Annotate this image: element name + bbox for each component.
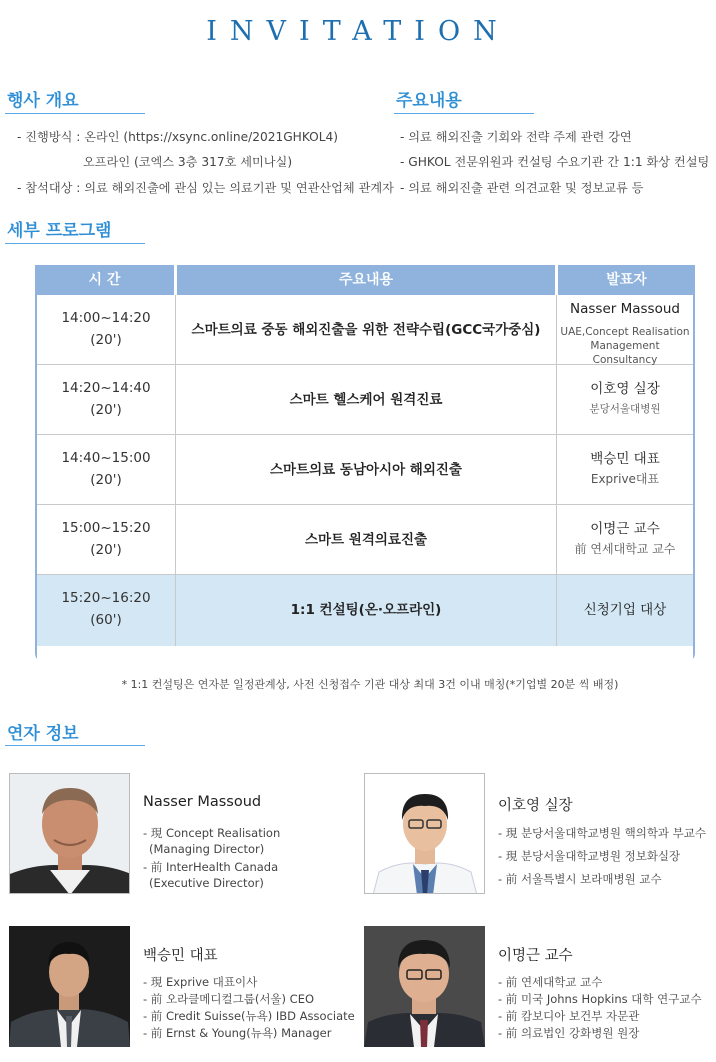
speakers-heading: 연자 정보	[7, 724, 79, 744]
program-heading: 세부 프로그램	[7, 221, 112, 241]
speaker-name: 이호영 실장	[498, 798, 573, 814]
page-title: INVITATION	[206, 16, 510, 47]
topic-cell: 스마트 원격의료진출	[304, 532, 428, 548]
speaker-detail: - 前 캄보디아 보건부 자문관	[498, 1009, 640, 1023]
speaker-detail: - 現 Concept Realisation	[143, 826, 281, 840]
speaker-name: 이명근 교수	[498, 948, 573, 964]
speaker-name: Nasser Massoud	[143, 794, 262, 810]
time-cell: 15:20~16:20 (60')	[61, 590, 151, 628]
speakers-underline	[5, 745, 145, 746]
speaker-detail: - 前 Ernst & Young(뉴욕) Manager	[143, 1026, 332, 1040]
speaker-cell: 이명근 교수 前 연세대학교 교수	[574, 521, 676, 556]
time-cell: 14:20~14:40 (20')	[61, 380, 151, 418]
overview-heading: 행사 개요	[7, 91, 79, 111]
speaker-detail: - 前 미국 Johns Hopkins 대학 연구교수	[498, 992, 702, 1006]
speaker-detail: - 現 Exprive 대표이사	[143, 975, 258, 989]
overview-offline: 오프라인 (코엑스 3층 317호 세미나실)	[83, 155, 293, 169]
column-divider	[175, 295, 176, 646]
main-content-underline	[394, 113, 534, 114]
topic-cell: 스마트 헬스케어 원격진료	[289, 392, 443, 408]
main-content-heading: 주요내용	[396, 91, 462, 111]
overview-target: - 참석대상 : 의료 해외진출에 관심 있는 의료기관 및 연관산업체 관계자	[17, 181, 394, 195]
speaker-photo-nasser	[9, 773, 130, 894]
topic-cell: 1:1 컨설팅(온·오프라인)	[290, 602, 442, 618]
overview-method: - 진행방식 : 온라인 (https://xsync.online/2021GHKOL4)	[17, 130, 339, 144]
table-row	[37, 505, 693, 575]
speaker-detail: - 前 연세대학교 교수	[498, 975, 603, 989]
program-table	[35, 265, 695, 663]
speaker-cell: Nasser Massoud UAE,Concept Realisation Management Consultancy	[560, 301, 690, 366]
main-content-item: - 의료 해외진출 기회와 전략 주제 관련 강연	[400, 130, 632, 144]
time-cell: 15:00~15:20 (20')	[61, 520, 151, 558]
program-note: * 1:1 컨설팅은 연자분 일정관계상, 사전 신청접수 기관 대상 최대 3건 이내 매칭(*기업별 20분 씩 배정)	[121, 678, 619, 691]
speaker-name: 백승민 대표	[143, 948, 218, 964]
header-speaker: 발표자	[558, 265, 695, 295]
table-row	[37, 365, 693, 435]
header-time: 시 간	[35, 265, 174, 295]
header-topic: 주요내용	[177, 265, 555, 295]
speaker-detail: - 現 분당서울대학교병원 정보화실장	[498, 849, 681, 863]
topic-cell: 스마트의료 동남아시아 해외진출	[270, 462, 462, 478]
column-divider	[556, 295, 557, 646]
speaker-photo-lee-myunggeun	[364, 926, 485, 1047]
program-underline	[5, 243, 145, 244]
speaker-photo-lee-hoyoung	[364, 773, 485, 894]
speaker-detail: - 前 Credit Suisse(뉴욕) IBD Associate	[143, 1009, 355, 1023]
speaker-detail: - 前 의료법인 강화병원 원장	[498, 1026, 640, 1040]
speaker-detail: - 前 오라클메디컬그룹(서울) CEO	[143, 992, 315, 1006]
time-cell: 14:40~15:00 (20')	[61, 450, 151, 488]
overview-underline	[5, 113, 145, 114]
speaker-detail: - 前 서울특별시 보라매병원 교수	[498, 872, 662, 886]
main-content-item: - 의료 해외진출 관련 의견교환 및 정보교류 등	[400, 181, 644, 195]
speaker-cell: 백승민 대표 Exprive대표	[590, 451, 660, 486]
time-cell: 14:00~14:20 (20')	[61, 310, 151, 348]
speaker-cell: 이호영 실장 분당서울대병원	[589, 381, 661, 415]
main-content-item: - GHKOL 전문위원과 컨설팅 수요기관 간 1:1 화상 컨설팅	[400, 155, 710, 169]
speaker-detail: (Executive Director)	[149, 876, 264, 890]
speaker-detail: - 前 InterHealth Canada	[143, 860, 279, 874]
speaker-detail: - 現 분당서울대학교병원 핵의학과 부교수	[498, 826, 707, 840]
table-row-highlight	[37, 575, 693, 646]
speaker-detail: (Managing Director)	[149, 842, 265, 856]
table-row	[37, 295, 693, 365]
table-row	[37, 435, 693, 505]
topic-cell: 스마트의료 중동 해외진출을 위한 전략수립(GCC국가중심)	[191, 322, 541, 338]
speaker-photo-baek-seungmin	[9, 926, 130, 1047]
speaker-cell: 신청기업 대상	[583, 602, 667, 618]
